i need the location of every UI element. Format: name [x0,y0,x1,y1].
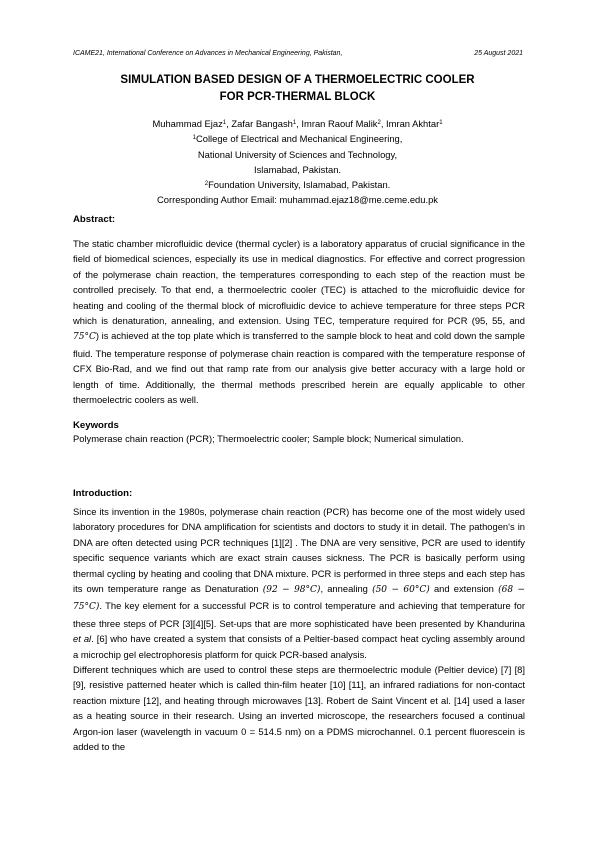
abstract-text: The static chamber microfluidic device (thermal cycler) is a laboratory apparatus of crucial significance in the field of biomedical sciences, especially its use in medical diagnostics. For effective and correct progression of the polymerase chain reaction, the temperatures corresponding to each step of the reaction must be controlled precisely. To that end, a thermoelectric cooler (TEC) is attached to the microfluidic device for heating and cooling of the thermal block of microfluidic device to achieve temperature for three steps PCR which is denaturation, annealing, and extension. Using TEC, temperature required for PCR (95, 55, and 75°C) is achieved at the top plate which is transferred to the sample block to heat and cold down the sample fluid. The temperature response of polymerase chain reaction is compared with the temperature response of CFX Bio-Rad, and we find out that ramp rate from our analysis give better accuracy with a large hold or length of time. Additionally, the thermal methods prescribed herein are equally applicable to other thermoelectric coolers as well. [73,238,525,406]
et-al: et al [73,633,92,645]
math-extension-range: (68 − 75°C) [73,585,526,613]
introduction-text [73,504,525,755]
affiliation-marker: 1 [439,120,443,126]
intro-paragraph-2: Different techniques which are used to control these steps are thermoelectric module (Peltier device) [7] [8] [9], resistive patterned heater which is called thin-film heater [10] [11], an infrared radiations for non-contact reaction mixture [12], and heating through microwaves [13]. Robert de Saint Vincent et al. [14] used a laser as a heating source in their research. Using an inverted microscope, the researchers focused a continual Argon-ion laser (wavelength in vacuum 0 = 514.5 nm) on a PDMS microchannel. 0.1 percent fluorescein is added to the [73,664,525,753]
author-name: Zafar Bangash [231,118,293,129]
affiliation-marker: 1 [292,120,297,126]
affiliation-1-line-3: Islamabad, Pakistan. [253,163,342,175]
title-line-1: SIMULATION BASED DESIGN OF A THERMOELECTRIC COOLER [120,74,475,86]
affiliation-marker: 1 [222,120,227,126]
math-temperature: 75°C [73,332,96,343]
keywords-text: Polymerase chain reaction (PCR); Thermoelectric cooler; Sample block; Numerical simulation. [73,433,464,444]
introduction-heading: Introduction: [73,488,133,499]
conference-date: 25 August 2021 [474,50,523,57]
keywords-heading: Keywords [73,420,119,431]
math-annealing-range: (50 − 60°C) [372,585,430,596]
author-name: Muhammad Ejaz [152,118,223,129]
abstract-heading: Abstract: [73,214,116,225]
author-name: Imran Akhtar [386,118,440,129]
title-line-2: FOR PCR-THERMAL BLOCK [219,91,376,103]
author-line: Muhammad Ejaz$^1$, Zafar Bangash$^1$, Imran Raouf Malik$^2$, Imran Akhtar$^1$ [152,118,443,129]
author-block [60,116,535,208]
affiliation-marker: 2 [377,120,381,126]
affiliation-2: $^2$Foundation University, Islamabad, Pakistan. [204,179,391,191]
paper-title [60,72,535,106]
running-header [73,50,523,57]
intro-paragraph-1: Since its invention in the 1980s, polymerase chain reaction (PCR) has become one of the most widely used laboratory procedures for DNA amplification for scientists and doctors to study it in detail. The pathogen's in DNA are often detected using PCR techniques [1][2] . The DNA are very sensitive, PCR are used to identify specific sequence variants which are exact strain causes sickness. The PCR is basically perform using thermal cycling by heating and cooling that DNA mixture. PCR is performed in three steps and each step has its own temperature range as Denaturation (92 − 98°C), annealing (50 − 60°C) and extension (68 − 75°C). The key element for a successful PCR is to control temperature and achieving that temperature for these three steps of PCR [3][4][5]. Set-ups that are more sophisticated have been presented by Khandurina et al. [6] who have created a system that consists of a Peltier-based compact heat cycling assembly around a microchip gel electrophoresis platform for quick PCR-based analysis. [73,506,526,660]
affiliation-1: $^1$College of Electrical and Mechanical Engineering, [192,133,403,145]
affiliation-1-line-2: National University of Sciences and Technology, [197,148,398,160]
conference-name: ICAME21, International Conference on Advances in Mechanical Engineering, Pakistan, [73,50,343,57]
corresponding-email: Corresponding Author Email: muhammad.ejaz18@me.ceme.edu.pk [156,194,438,206]
author-name: Imran Raouf Malik [301,118,378,129]
math-denaturation-range: (92 − 98°C) [262,585,321,596]
